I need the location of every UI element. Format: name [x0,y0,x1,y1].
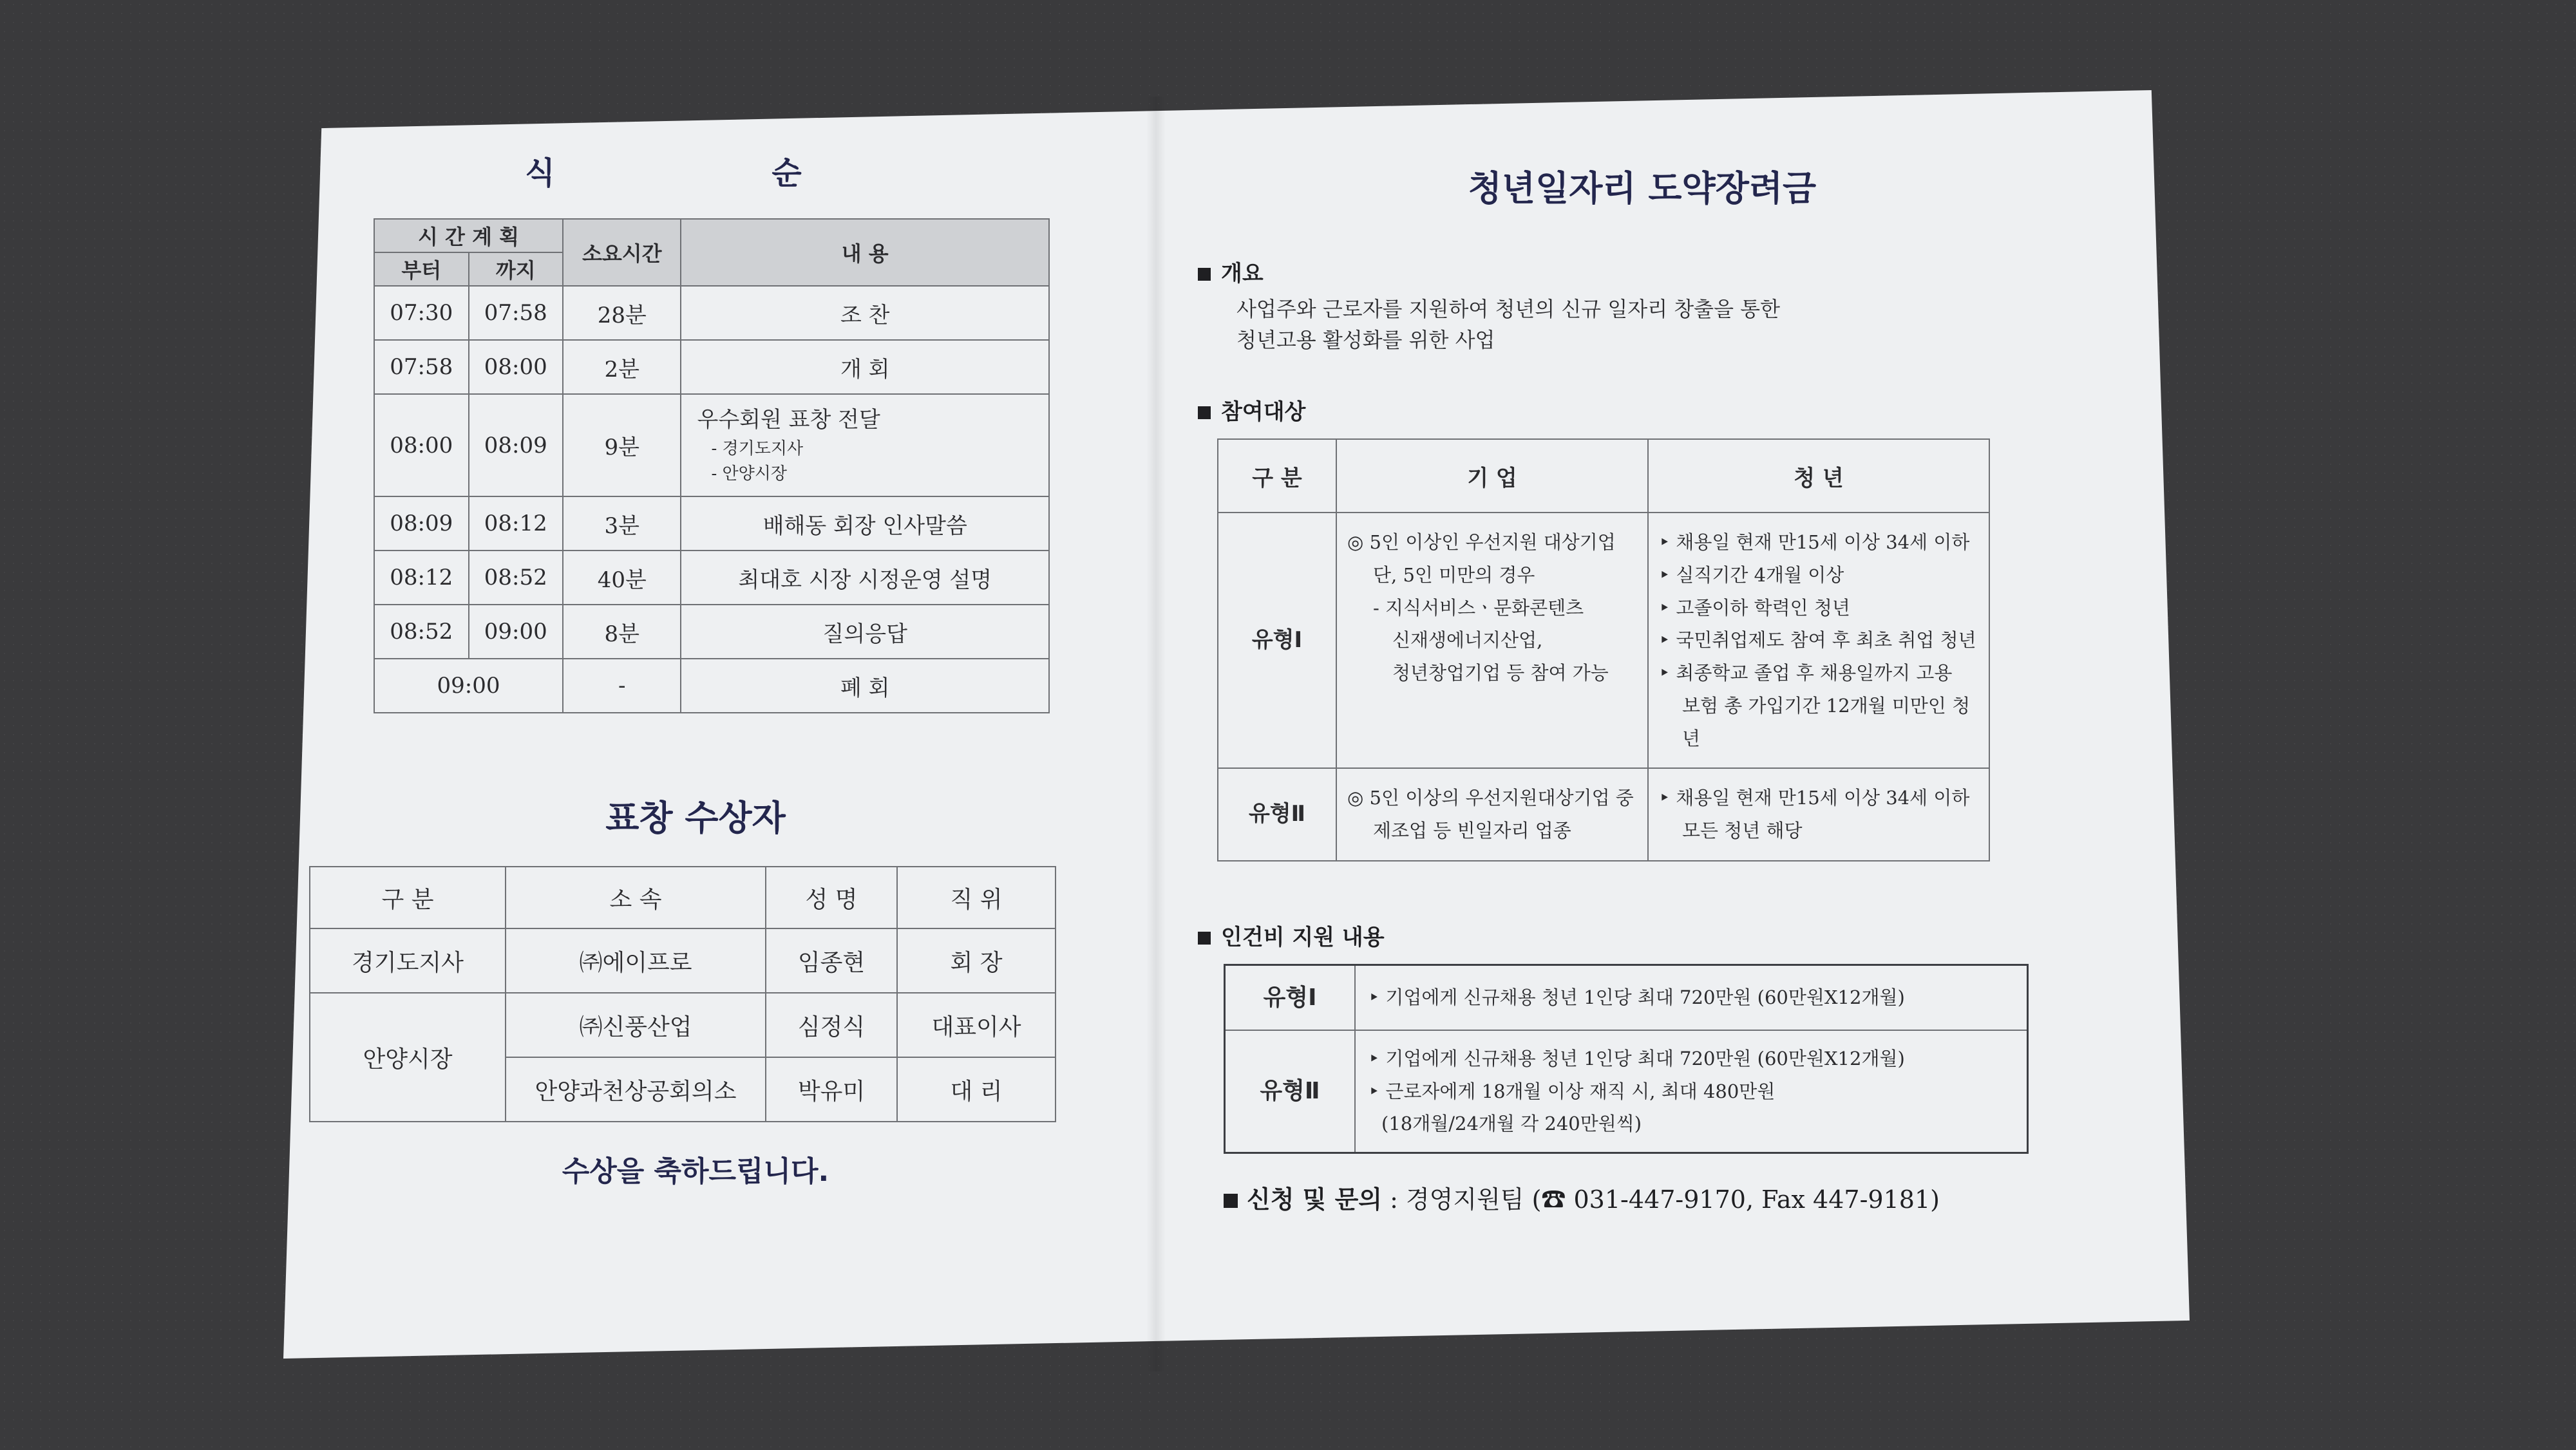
eligibility-heading-label: 참여대상 [1221,399,1306,425]
cell-content: 최대호 시장 시정운영 설명 [681,551,1049,605]
cell-content: 질의응답 [681,605,1049,659]
program-title: 청년일자리 도약장려금 [1468,168,1817,209]
table-row [1225,965,2028,1030]
table-row [310,928,1056,993]
youth-criteria [1648,768,1989,861]
overview-line: 사업주와 근로자를 지원하여 청년의 신규 일자리 창출을 통한 [1236,297,1781,321]
cell-from: 08:12 [374,551,469,605]
table-row [374,659,1049,713]
cell-content: 개 회 [681,340,1049,394]
sub-item: - 안양시장 [711,464,787,484]
cell-duration: 40분 [563,551,681,605]
cell-to: 07:58 [469,286,564,340]
eligibility-heading [1198,394,2087,426]
criteria-line: ‣ 실직기간 4개월 이상 [1659,563,1844,586]
table-row [374,340,1049,394]
cell-affiliation: 안양과천상공회의소 [506,1057,766,1122]
cell-duration: - [563,659,681,713]
cell-category: 경기도지사 [310,928,506,993]
table-row [374,551,1049,605]
table-row [310,993,1056,1057]
sub-item: - 경기도지사 [711,439,804,458]
table-row [374,496,1049,551]
left-page [309,129,1082,1288]
award-table [309,866,1056,1122]
criteria-line: ‣ 채용일 현재 만15세 이상 34세 이하 [1659,531,1970,553]
support-line: ‣ 기업에게 신규채용 청년 1인당 최대 720만원 (60만원X12개월) [1368,986,1905,1008]
table-row [374,605,1049,659]
header-category: 구 분 [1218,439,1336,513]
cell-content: 조 찬 [681,286,1049,340]
criteria-line: 모든 청년 해당 [1682,820,1803,842]
cell-position: 대표이사 [897,993,1056,1057]
criteria-line: 청년창업기업 등 참여 가능 [1392,662,1609,684]
bullet-square-icon [1224,1194,1238,1208]
cell-duration: 28분 [563,286,681,340]
type-label: 유형Ⅱ [1225,1030,1356,1153]
cell-to: 08:09 [469,394,564,496]
cell-category: 안양시장 [310,993,506,1122]
criteria-line: 신재생에너지산업, [1392,629,1543,652]
type-label: 유형Ⅰ [1218,513,1336,768]
cell-from: 08:52 [374,605,469,659]
cell-from: 07:30 [374,286,469,340]
eligibility-table [1217,438,1990,862]
overview-heading [1198,256,2087,287]
overview-heading-label: 개요 [1221,261,1264,287]
header-position: 직 위 [897,867,1056,928]
criteria-line: ◎ 5인 이상인 우선지원 대상기업 [1347,531,1616,553]
criteria-line: - 지식서비스ㆍ문화콘텐츠 [1373,596,1584,619]
support-line: ‣ 근로자에게 18개월 이상 재직 시, 최대 480만원 [1368,1080,1776,1102]
support-table [1224,964,2029,1154]
cell-name: 심정식 [766,993,897,1057]
header-name: 성 명 [766,867,897,928]
cell-affiliation: ㈜에이프로 [506,928,766,993]
cell-duration: 2분 [563,340,681,394]
cell-to: 08:12 [469,496,564,551]
criteria-line: 보험 총 가입기간 12개월 미만인 청년 [1682,694,1971,749]
cell-position: 대 리 [897,1057,1056,1122]
cell-from: 09:00 [374,659,563,713]
table-row [1218,768,1989,861]
cell-name: 임종현 [766,928,897,993]
table-row [374,286,1049,340]
contact-label: 신청 및 문의 [1247,1185,1382,1214]
support-detail [1355,965,2028,1030]
type-label: 유형Ⅰ [1225,965,1356,1030]
header-to: 까지 [469,252,564,286]
cell-name: 박유미 [766,1057,897,1122]
type-label: 유형Ⅱ [1218,768,1336,861]
bullet-square-icon [1198,268,1211,281]
cell-from: 08:09 [374,496,469,551]
header-affiliation: 소 속 [506,867,766,928]
criteria-line: 제조업 등 빈일자리 업종 [1373,820,1571,842]
criteria-line: ◎ 5인 이상의 우선지원대상기업 중 [1347,787,1634,809]
overview-line: 청년고용 활성화를 위한 사업 [1236,328,1495,352]
award-presentation-label: 우수회원 표창 전달 [697,407,880,433]
table-row [1225,1030,2028,1153]
bullet-square-icon [1198,932,1211,945]
cell-position: 회 장 [897,928,1056,993]
criteria-line: ‣ 채용일 현재 만15세 이상 34세 이하 [1659,787,1970,809]
criteria-line: ‣ 고졸이하 학력인 청년 [1659,596,1850,619]
header-company: 기 업 [1336,439,1648,513]
criteria-line: ‣ 국민취업제도 참여 후 최초 취업 청년 [1659,629,1976,652]
cell-to: 08:52 [469,551,564,605]
header-category: 구 분 [310,867,506,928]
support-heading-label: 인건비 지원 내용 [1221,924,1385,950]
cell-duration: 3분 [563,496,681,551]
cell-content: 폐 회 [681,659,1049,713]
bullet-square-icon [1198,406,1211,419]
youth-criteria [1648,513,1989,768]
cell-affiliation: ㈜신풍산업 [506,993,766,1057]
cell-from: 08:00 [374,394,469,496]
header-youth: 청 년 [1648,439,1989,513]
header-from: 부터 [374,252,469,286]
contact-text: : 경영지원팀 (☎ 031-447-9170, Fax 447-9181) [1390,1185,1940,1214]
cell-content: 배해동 회장 인사말씀 [681,496,1049,551]
company-criteria [1336,768,1648,861]
support-heading [1198,919,2087,951]
congrats-message: 수상을 축하드립니다. [562,1155,829,1188]
table-row [1218,513,1989,768]
criteria-line: 단, 5인 미만의 경우 [1373,563,1535,586]
header-duration: 소요시간 [563,219,681,286]
support-line: (18개월/24개월 각 240만원씩) [1381,1113,1642,1135]
cell-to: 09:00 [469,605,564,659]
header-time-plan: 시 간 계 획 [374,219,563,252]
table-row [374,394,1049,496]
cell-duration: 8분 [563,605,681,659]
support-detail [1355,1030,2028,1153]
cell-duration: 9분 [563,394,681,496]
right-page [1198,129,2087,1288]
company-criteria [1336,513,1648,768]
award-title: 표창 수상자 [605,798,786,838]
contact-info [1224,1180,2087,1215]
cell-to: 08:00 [469,340,564,394]
criteria-line: ‣ 최종학교 졸업 후 채용일까지 고용 [1659,662,1953,684]
cell-content [681,394,1049,496]
header-content: 내 용 [681,219,1049,286]
overview-text [1198,294,2087,355]
schedule-table [374,218,1050,713]
support-line: ‣ 기업에게 신규채용 청년 1인당 최대 720만원 (60만원X12개월) [1368,1047,1905,1069]
schedule-title: 식 순 [525,155,905,191]
booklet-fold [1146,97,1166,1371]
cell-from: 07:58 [374,340,469,394]
